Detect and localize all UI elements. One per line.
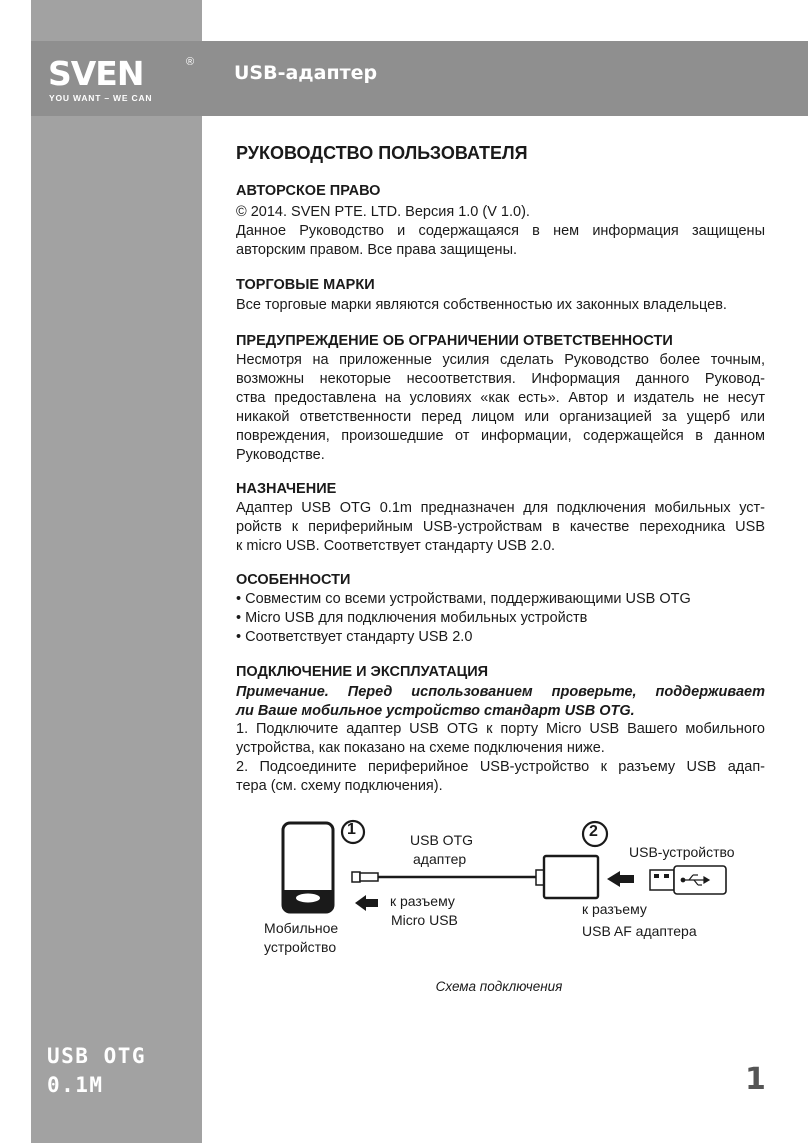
purpose-line: к micro USB. Соответствует стандарту USB 2.0. [236,538,556,554]
usb-af-socket-icon [536,856,598,898]
disclaimer-line: никакой ответственности перед лицом или организацией за ущерб или [236,409,765,425]
connection-heading: ПОДКЛЮЧЕНИЕ И ЭКСПЛУАТАЦИЯ [236,664,489,680]
usb-device-label: USB-устройство [629,844,735,860]
purpose-line: ройств к периферийным USB-устройствам в качестве переходника USB [236,519,765,535]
adapter-label: USB OTG [410,832,474,848]
purpose-heading: НАЗНАЧЕНИЕ [236,481,337,497]
step-line: устройства, как показано на схеме подключения ниже. [236,740,605,756]
sidebar [31,0,202,1143]
trademarks-heading: ТОРГОВЫЕ МАРКИ [236,277,375,293]
note-line: ли Ваше мобильное устройство стандарт USB OTG. [236,703,635,719]
page-number: 1 [745,1062,766,1097]
connection-diagram [240,810,760,970]
logo-slogan: YOU WANT – WE CAN [49,93,153,103]
feature-item: • Micro USB для подключения мобильных устройств [236,610,588,626]
mobile-device-label: Мобильное [264,920,339,936]
trademarks-text: Все торговые марки являются собственностью их законных владельцев. [236,297,727,313]
step-line: 1. Подключите адаптер USB OTG к порту Micro USB Вашего мобильного [236,721,765,737]
feature-item: • Соответствует стандарту USB 2.0 [236,629,473,645]
diagram-caption: Схема подключения [435,979,563,994]
arrow-left-icon [607,871,634,887]
disclaimer-line: ства предоставлена на условиях «как есть». Автор и издатель не несут [236,390,765,406]
step-one-number: 1 [347,821,356,838]
model-line: USB OTG [47,1044,147,1068]
step-line: тера (см. схему подключения). [236,778,443,794]
micro-usb-plug-icon [352,872,544,882]
mobile-device-icon [283,823,333,912]
af-socket-label: к разъему [582,901,647,917]
disclaimer-line: возможны некоторые несоответствия. Информация данного Руковод- [236,371,765,387]
copyright-line: авторским правом. Все права защищены. [236,242,518,258]
model-line: 0.1M [47,1073,104,1097]
purpose-line: Адаптер USB OTG 0.1m предназначен для подключения мобильных уст- [236,500,765,516]
disclaimer-heading: ПРЕДУПРЕЖДЕНИЕ ОБ ОГРАНИЧЕНИИ ОТВЕТСТВЕННОСТИ [236,333,673,349]
connection-note [236,683,765,721]
mobile-device-label: устройство [264,939,337,955]
disclaimer-line: Несмотря на приложенные усилия сделать Руководство более точным, [236,352,765,368]
doc-title: РУКОВОДСТВО ПОЛЬЗОВАТЕЛЯ [236,143,528,163]
step-line: 2. Подсоедините периферийное USB-устройство к разъему USB адап- [236,759,765,775]
features-list [236,590,765,647]
micro-usb-label: к разъему [390,893,455,909]
connection-steps [236,720,765,796]
disclaimer-line: повреждения, произошедшие от информации, содержащейся в данном [236,428,765,444]
disclaimer-line: Руководстве. [236,447,325,463]
note-line: Примечание. Перед использованием проверьте, поддерживает [236,684,765,700]
copyright-heading: АВТОРСКОЕ ПРАВО [236,183,381,199]
brand-logo [48,56,198,106]
purpose-text [236,499,765,556]
features-heading: ОСОБЕННОСТИ [236,572,351,588]
usb-device-icon [650,866,726,894]
disclaimer-text [236,351,765,465]
model-name [47,1042,146,1100]
header-title: USB-адаптер [234,62,378,84]
adapter-label: адаптер [413,851,467,867]
step-two-number: 2 [589,823,598,840]
copyright-line: Данное Руководство и содержащаяся в нем информация защищены [236,223,765,239]
micro-usb-label: Micro USB [391,912,458,928]
logo-text: SVEN [48,54,144,93]
feature-item: • Совместим со всеми устройствами, поддерживающими USB OTG [236,591,691,607]
copyright-line: © 2014. SVEN PTE. LTD. Версия 1.0 (V 1.0). [236,204,530,220]
arrow-left-icon [355,895,378,911]
registered-mark: ® [186,56,195,68]
copyright-text [236,203,765,260]
af-socket-label: USB AF адаптера [582,923,697,939]
